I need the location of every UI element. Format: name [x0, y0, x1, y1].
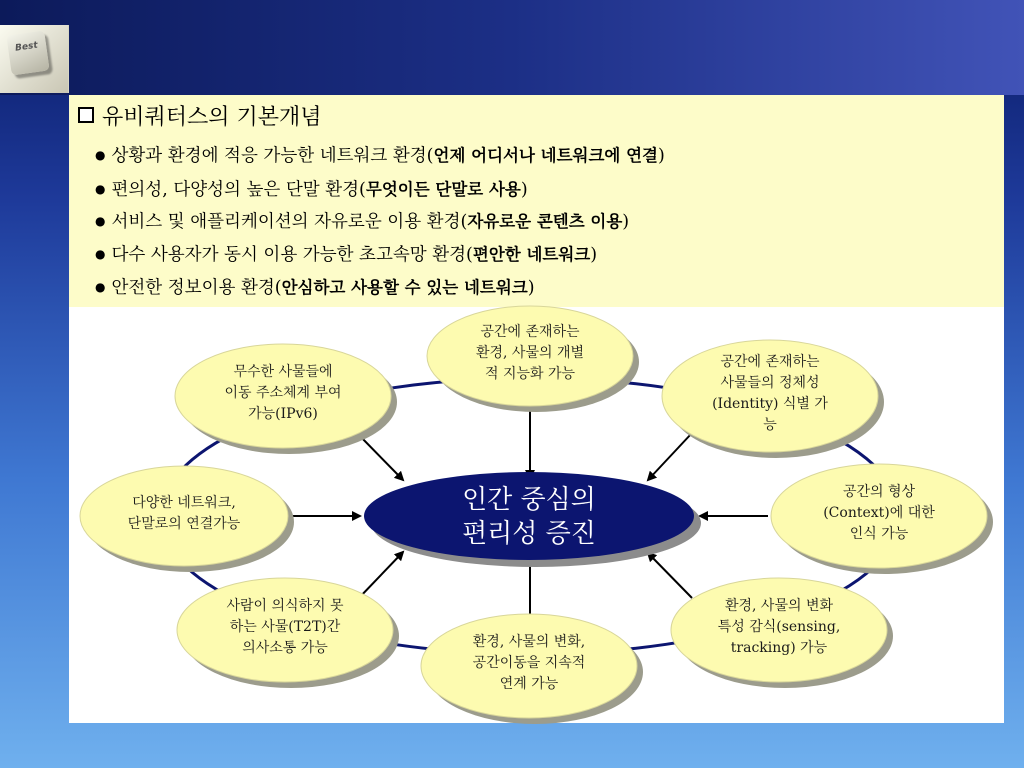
node-label: 공간에 존재하는 사물들의 정체성 (Identity) 식별 가 능 [712, 354, 828, 433]
bullet-text: 상황과 환경에 적응 가능한 네트워크 환경( [111, 146, 434, 166]
bullet-text: 안전한 정보이용 환경( [111, 278, 282, 298]
node-label: 환경, 사물의 변화, 공간이동을 지속적 연계 가능 [472, 634, 586, 692]
bullet-bold-text: 언제 어디서나 네트워크에 연결 [433, 146, 658, 165]
node-label: 무수한 사물들에 이동 주소체계 부여 가능(IPv6) [224, 364, 342, 422]
center-line2: 편리성 증진 [462, 519, 596, 549]
arrow [648, 433, 692, 480]
center-label [374, 483, 684, 551]
bullet-bold-text: 무엇이든 단말로 사용 [365, 180, 521, 199]
concept-title-text: 유비쿼터스의 기본개념 [102, 105, 322, 130]
bullet-dot-icon: ● [95, 247, 106, 261]
node-label: 환경, 사물의 변화 특성 감식(sensing, tracking) 가능 [717, 598, 841, 656]
bullet-text: 다수 사용자가 동시 이용 가능한 초고속망 환경( [111, 245, 473, 265]
node-label: 공간에 존재하는 환경, 사물의 개별 적 지능화 가능 [475, 324, 585, 382]
bullet-end: ) [590, 245, 598, 265]
node-label: 사람이 의식하지 못 하는 사물(T2T)간 의사소통 가능 [226, 598, 344, 656]
bullet-end: ) [622, 212, 630, 232]
bullet-dot-icon: ● [95, 148, 106, 162]
bullet-end: ) [527, 278, 535, 298]
center-line1: 인간 중심의 [462, 485, 596, 515]
node-label: 다양한 네트워크, 단말로의 연결가능 [127, 495, 241, 532]
bullet-text: 서비스 및 애플리케이션의 자유로운 이용 환경( [111, 212, 468, 232]
bullet-end: ) [657, 146, 665, 166]
bullet-text: 편의성, 다양성의 높은 단말 환경( [111, 180, 366, 200]
bullet-dot-icon: ● [95, 182, 106, 196]
arrow [648, 553, 692, 598]
logo-text: Best [14, 40, 39, 54]
bullet-bold-text: 안심하고 사용할 수 있는 네트워크 [281, 278, 528, 297]
arrow [357, 433, 403, 480]
bullet-dot-icon: ● [95, 214, 106, 228]
bullet-end: ) [520, 180, 528, 200]
bullet-dot-icon: ● [95, 280, 106, 294]
bullet-bold-text: 자유로운 콘텐츠 이용 [467, 212, 623, 231]
bullet-bold-text: 편안한 네트워크 [472, 245, 591, 264]
arrow [357, 552, 403, 600]
node-label: 공간의 형상 (Context)에 대한 인식 가능 [823, 484, 935, 542]
